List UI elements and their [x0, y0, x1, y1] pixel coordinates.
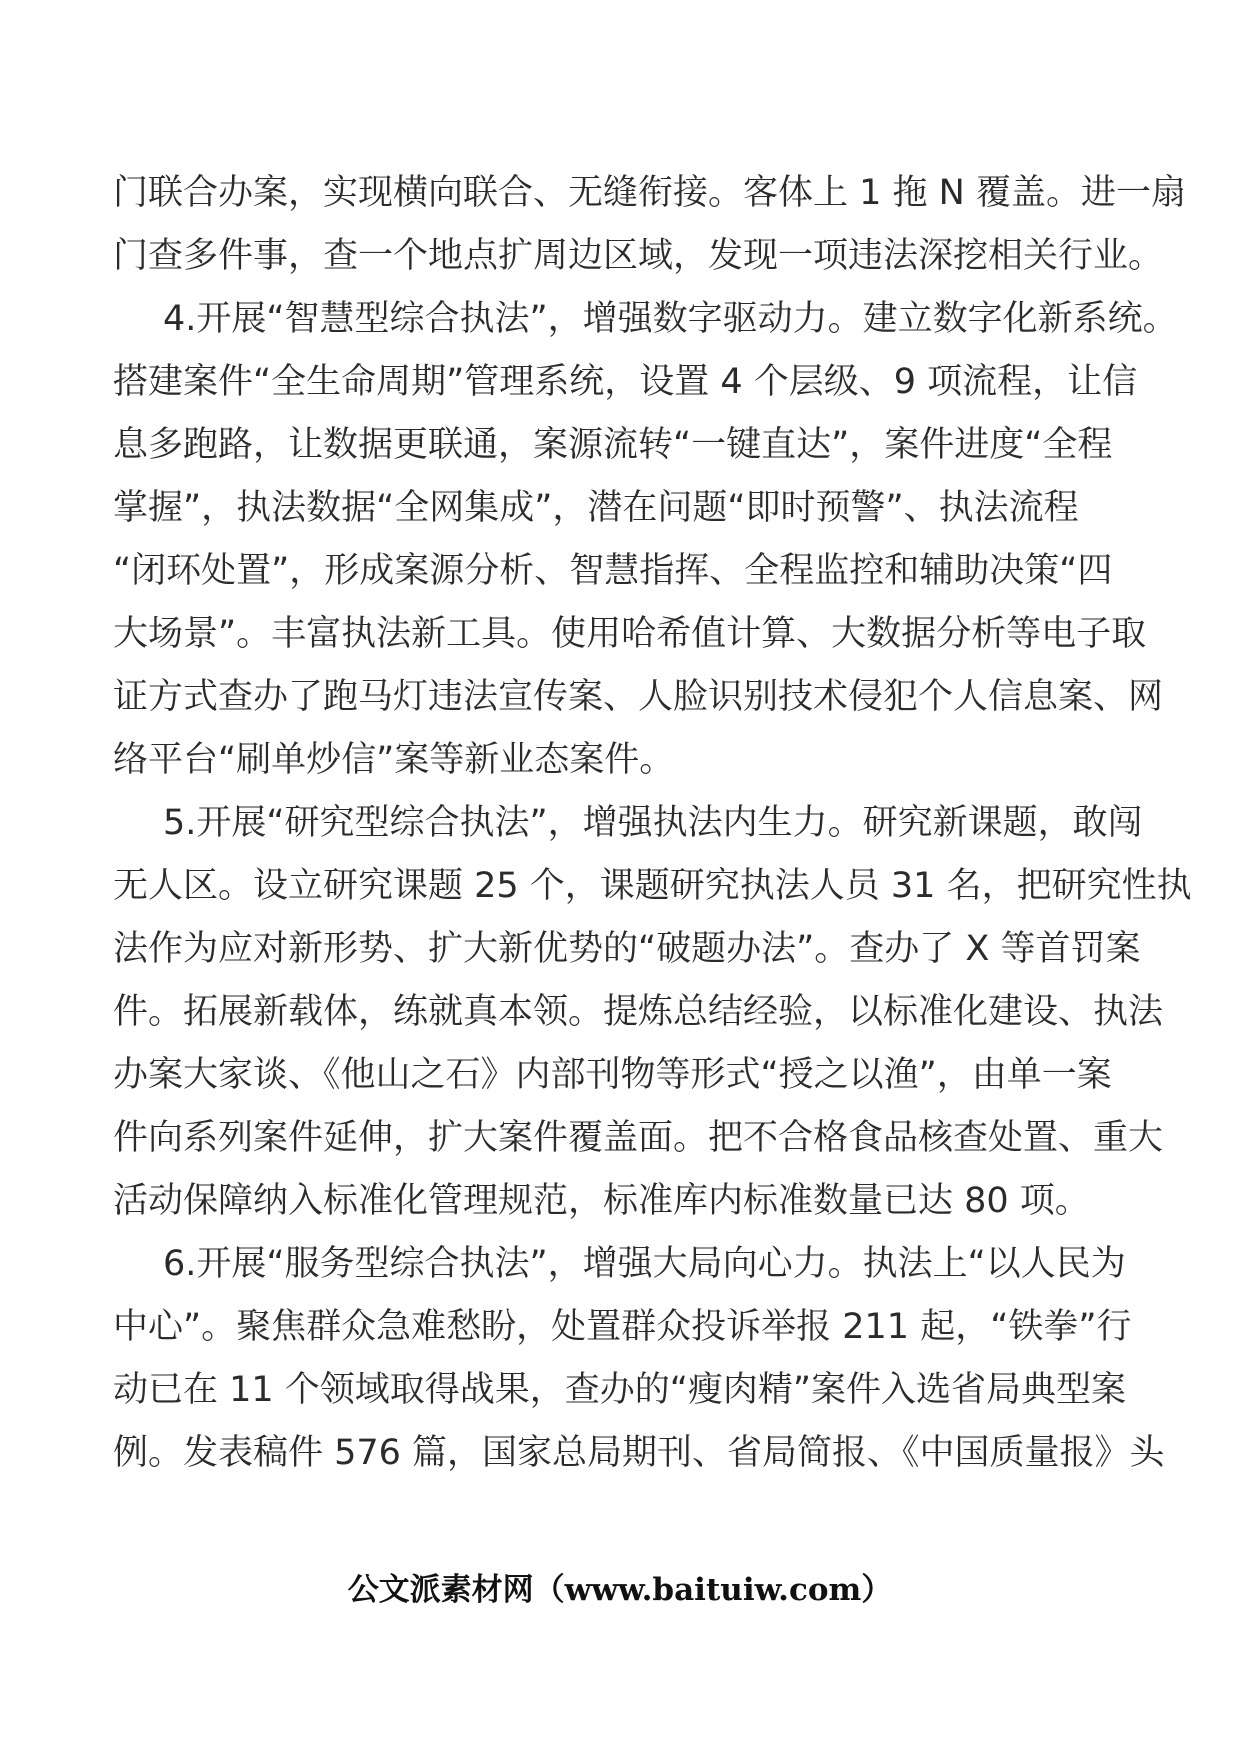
text-line: 活动保障纳入标准化管理规范，标准库内标准数量已达 80 项。 — [113, 1181, 1090, 1221]
text-line: 例。发表稿件 576 篇，国家总局期刊、省局简报、《中国质量报》头 — [113, 1433, 1165, 1473]
text-line: 件向系列案件延伸，扩大案件覆盖面。把不合格食品核查处置、重大 — [113, 1118, 1164, 1158]
text-line: “闭环处置”，形成案源分析、智慧指挥、全程监控和辅助决策“四 — [113, 551, 1113, 591]
text-line: 动已在 11 个领域取得战果，查办的“瘦肉精”案件入选省局典型案 — [113, 1370, 1127, 1410]
paragraph-item-5 — [113, 792, 1192, 1233]
text-line: 法作为应对新形势、扩大新优势的“破题办法”。查办了 X 等首罚案 — [113, 929, 1141, 969]
text-line: 6.开展“服务型综合执法”，增强大局向心力。执法上“以人民为 — [163, 1244, 1126, 1284]
text-line: 大场景”。丰富执法新工具。使用哈希值计算、大数据分析等电子取 — [113, 614, 1147, 654]
text-line: 中心”。聚焦群众急难愁盼，处置群众投诉举报 211 起，“铁拳”行 — [113, 1307, 1132, 1347]
text-line: 搭建案件“全生命周期”管理系统，设置 4 个层级、9 项流程，让信 — [113, 362, 1138, 402]
text-line: 4.开展“智慧型综合执法”，增强数字驱动力。建立数字化新系统。 — [163, 299, 1178, 339]
paragraph-item-6 — [113, 1233, 1165, 1485]
document-body — [113, 162, 1192, 1485]
text-line: 门联合办案，实现横向联合、无缝衔接。客体上 1 拖 N 覆盖。进一扇 — [113, 173, 1186, 213]
text-line: 办案大家谈、《他山之石》内部刊物等形式“授之以渔”，由单一案 — [113, 1055, 1112, 1095]
text-line: 5.开展“研究型综合执法”，增强执法内生力。研究新课题，敢闯 — [163, 803, 1143, 843]
text-line: 门查多件事，查一个地点扩周边区域，发现一项违法深挖相关行业。 — [113, 236, 1164, 276]
paragraph-continued — [113, 162, 1186, 288]
text-line: 息多跑路，让数据更联通，案源流转“一键直达”，案件进度“全程 — [113, 425, 1113, 465]
text-line: 络平台“刷单炒信”案等新业态案件。 — [113, 740, 675, 780]
page-footer-watermark: 公文派素材网（www.baituiw.com） — [347, 1572, 893, 1608]
paragraph-item-4 — [113, 288, 1178, 792]
text-line: 证方式查办了跑马灯违法宣传案、人脸识别技术侵犯个人信息案、网 — [113, 677, 1164, 717]
text-line: 掌握”，执法数据“全网集成”，潜在问题“即时预警”、执法流程 — [113, 488, 1079, 528]
text-line: 无人区。设立研究课题 25 个，课题研究执法人员 31 名，把研究性执 — [113, 866, 1192, 906]
text-line: 件。拓展新载体，练就真本领。提炼总结经验，以标准化建设、执法 — [113, 992, 1164, 1032]
